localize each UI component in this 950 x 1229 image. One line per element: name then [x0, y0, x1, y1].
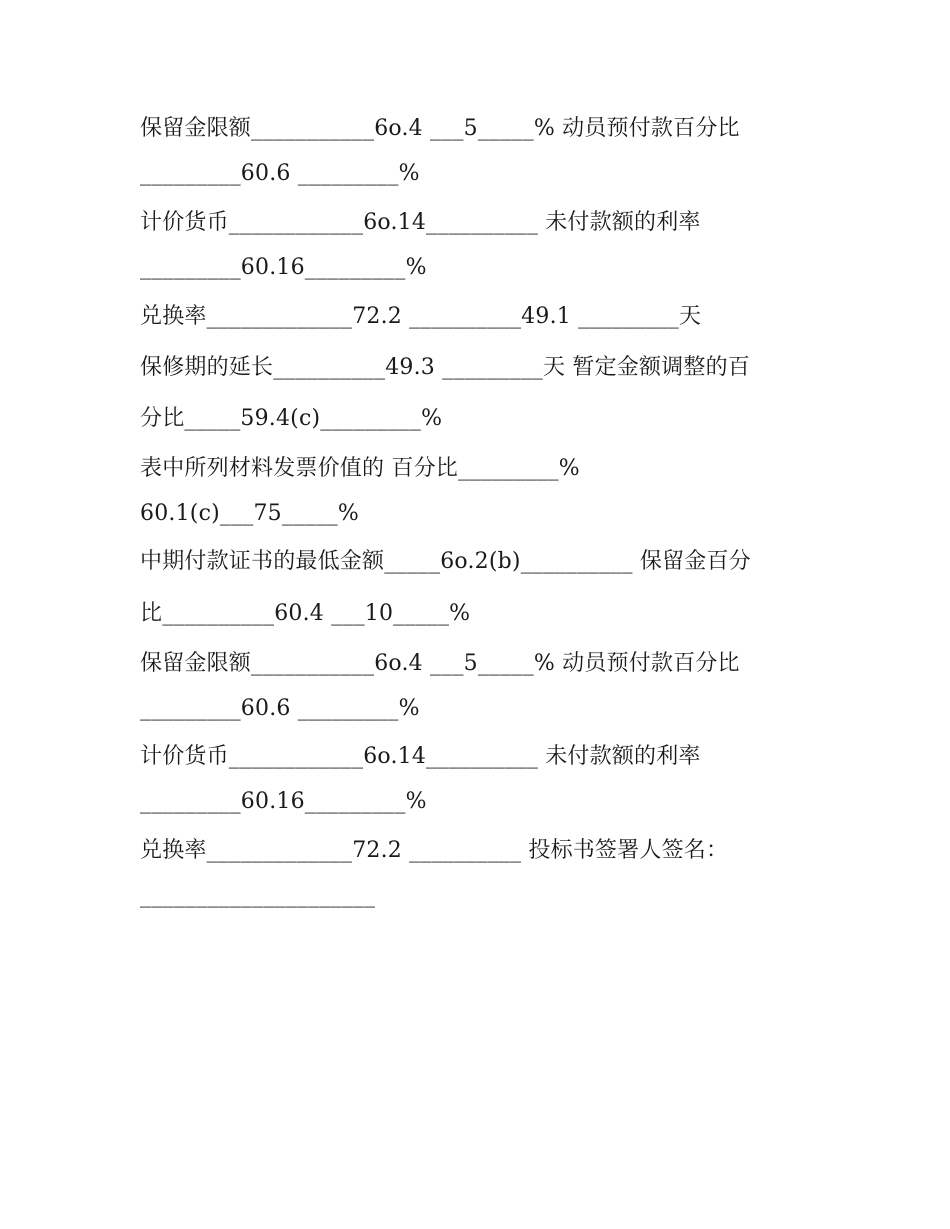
retention-percent-line: 比__________60.4 ___10_____% [140, 601, 471, 626]
advance-payment-percent-line: _________60.6 _________% [140, 161, 420, 186]
currency-line-repeat: 计价货币____________6o.14__________ 未付款额的利率 [140, 744, 701, 769]
unpaid-interest-rate-line: _________60.16_________% [140, 255, 427, 280]
exchange-rate-signature-line: 兑换率_____________72.2 __________ 投标书签署人签名： [140, 838, 729, 863]
warranty-extension-line: 保修期的延长__________49.3 _________天 暂定金额调整的百 [140, 355, 750, 380]
retention-limit-line: 保留金限额___________6o.4 ___5_____% 动员预付款百分比 [140, 116, 740, 141]
currency-line: 计价货币____________6o.14__________ 未付款额的利率 [140, 210, 701, 235]
exchange-rate-line: 兑换率_____________72.2 __________49.1 _________天 [140, 304, 702, 329]
interim-payment-minimum-line: 中期付款证书的最低金额_____6o.2(b)__________ 保留金百分 [140, 549, 751, 574]
clause-60-1c-line: 60.1(c)___75_____% [140, 501, 359, 526]
signature-blank-line: _____________________ [140, 883, 376, 908]
unpaid-interest-rate-line-repeat: _________60.16_________% [140, 789, 427, 814]
material-invoice-percent-line: 表中所列材料发票价值的 百分比_________% [140, 456, 580, 481]
provisional-sum-percent-line: 分比_____59.4(c)_________% [140, 406, 443, 431]
retention-limit-line-repeat: 保留金限额___________6o.4 ___5_____% 动员预付款百分比 [140, 651, 740, 676]
advance-payment-percent-line-repeat: _________60.6 _________% [140, 696, 420, 721]
